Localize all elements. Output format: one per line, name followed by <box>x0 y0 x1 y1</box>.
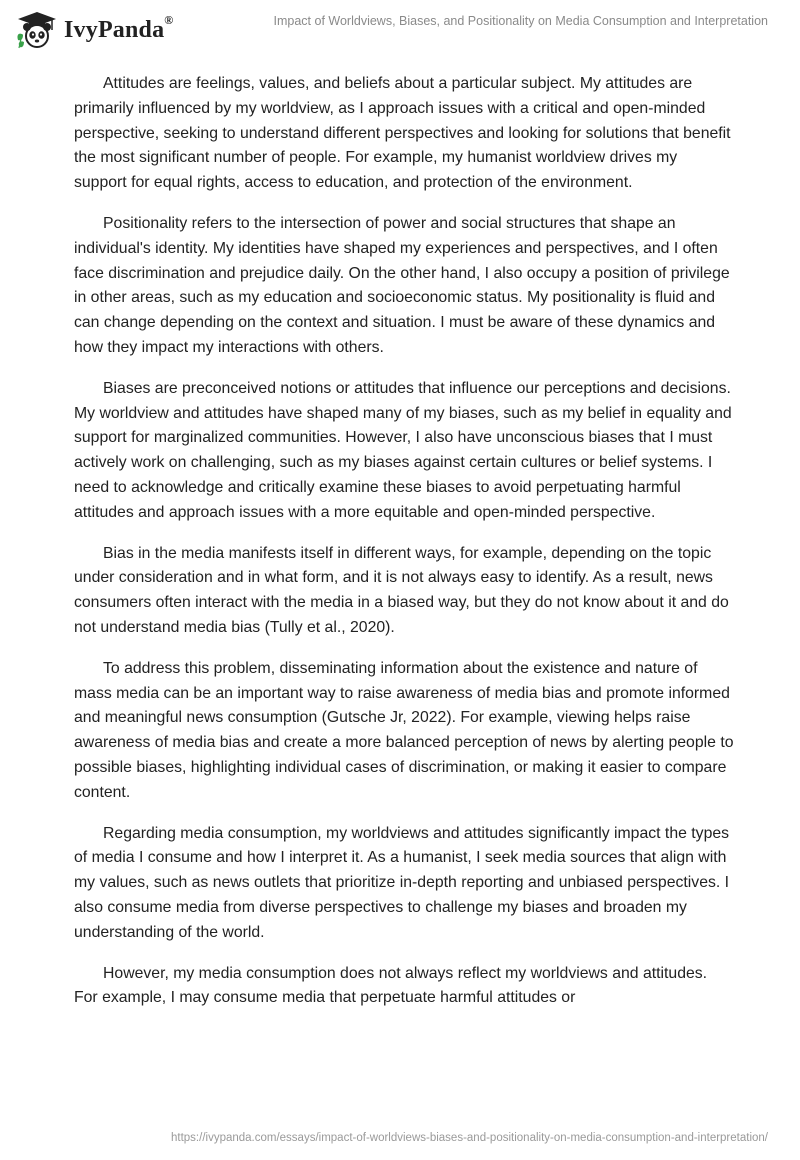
paragraph-biases: Biases are preconceived notions or attitudes that influence our perceptions and decisions. My worldview and attitudes have shaped many of my biases, such as my belief in equality and support for marginalized communities. However, I also have unconscious biases that I must actively work on challenging, such as my biases against certain cultures or belief systems. I need to acknowledge and critically examine these biases to avoid perpetuating harmful attitudes and approach issues with a more equitable and open-minded perspective. <box>74 379 732 521</box>
page-header <box>0 0 800 60</box>
panda-graduate-icon <box>14 10 60 50</box>
ivypanda-logo[interactable] <box>14 10 173 50</box>
document-title: Impact of Worldviews, Biases, and Positionality on Media Consumption and Interpretation <box>273 14 768 28</box>
paragraph-positionality: Positionality refers to the intersection of power and social structures that shape an individual's identity. My identities have shaped my experiences and perspectives, and I often face discrimination and prejudice daily. On the other hand, I also occupy a position of privilege in other areas, such as my education and socioeconomic status. My positionality is fluid and can change depending on the context and situation. I must be aware of these dynamics and how they impact my interactions with others. <box>74 214 730 356</box>
brand-name: IvyPanda® <box>64 12 174 43</box>
paragraph-media-consumption: Regarding media consumption, my worldviews and attitudes significantly impact the types of media I consume and how I interpret it. As a humanist, I seek media sources that align with my values, such as news outlets that prioritize in-depth reporting and unbiased perspectives. I also consume media from diverse perspectives to challenge my biases and broaden my understanding of the world. <box>74 824 730 941</box>
source-url[interactable]: https://ivypanda.com/essays/impact-of-worldviews-biases-and-positionality-on-media-consumption-and-interpretation/ <box>171 1132 768 1144</box>
paragraph-attitudes: Attitudes are feelings, values, and beliefs about a particular subject. My attitudes are primarily influenced by my worldview, as I approach issues with a critical and open-minded perspective, seeking to understand different perspectives and looking for solutions that benefit the most significant number of people. For example, my humanist worldview drives my support for equal rights, access to education, and protection of the environment. <box>74 75 731 192</box>
essay-body <box>74 72 734 1027</box>
paragraph-media-bias: Bias in the media manifests itself in different ways, for example, depending on the topic under consideration and in what form, and it is not always easy to identify. As a result, news consumers often interact with the media in a biased way, but they do not know about it and do not understand media bias (Tully et al., 2020). <box>74 544 729 636</box>
paragraph-however: However, my media consumption does not always reflect my worldviews and attitudes. For example, I may consume media that perpetuate harmful attitudes or <box>74 964 708 1007</box>
paragraph-awareness: To address this problem, disseminating information about the existence and nature of mass media can be an important way to raise awareness of media bias and promote informed and meaningful news consumption (Gutsche Jr, 2022). For example, viewing helps raise awareness of media bias and create a more balanced perception of news by alerting people to possible biases, highlighting individual cases of discrimination, or making it easier to compare content. <box>74 659 734 801</box>
